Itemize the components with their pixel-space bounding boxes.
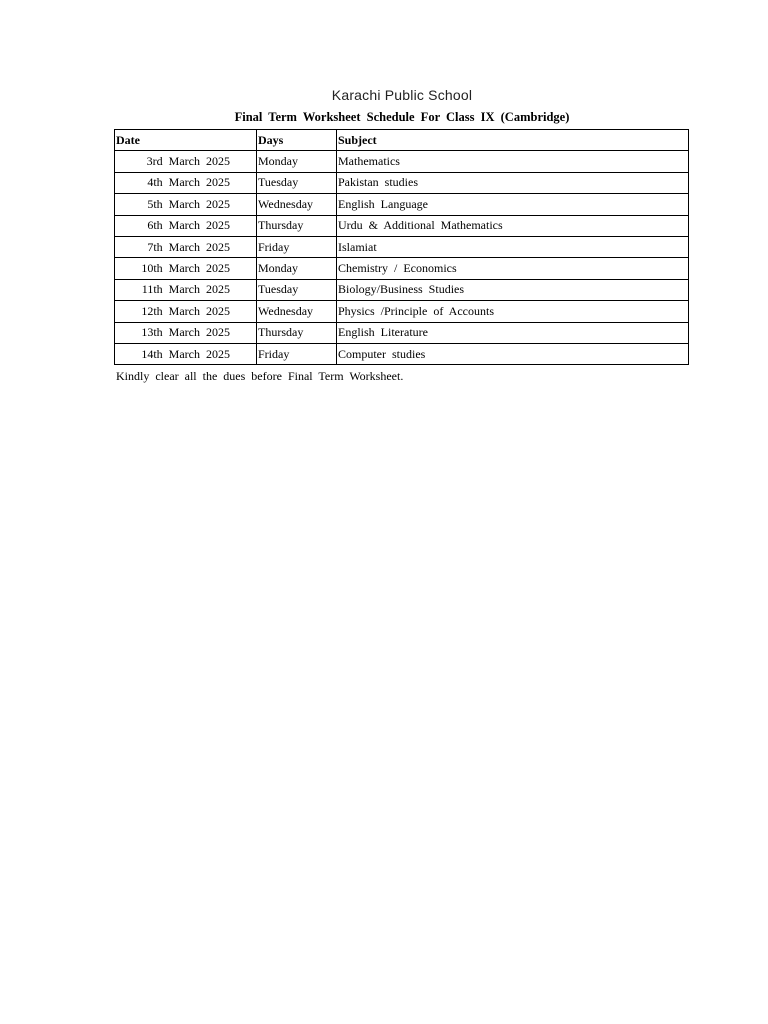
schedule-table [114, 129, 689, 365]
table-row [115, 258, 689, 279]
row-date: 5th March 2025 [115, 194, 257, 215]
row-day: Friday [257, 236, 337, 257]
row-date: 14th March 2025 [115, 343, 257, 364]
table-header-row [115, 130, 689, 151]
row-day: Tuesday [257, 279, 337, 300]
schedule-title: Final Term Worksheet Schedule For Class IX (Cambridge) [234, 110, 570, 124]
row-day: Wednesday [257, 194, 337, 215]
row-date: 10th March 2025 [115, 258, 257, 279]
row-subject: English Language [337, 194, 689, 215]
table-row [115, 194, 689, 215]
row-day: Monday [257, 151, 337, 172]
row-subject: Biology/Business Studies [337, 279, 689, 300]
header-subject: Subject [337, 130, 689, 151]
row-date: 3rd March 2025 [115, 151, 257, 172]
row-date: 12th March 2025 [115, 301, 257, 322]
row-subject: Physics /Principle of Accounts [337, 301, 689, 322]
table-row [115, 343, 689, 364]
table-row [115, 301, 689, 322]
row-subject: Islamiat [337, 236, 689, 257]
table-row [115, 279, 689, 300]
dues-note: Kindly clear all the dues before Final Term Worksheet. [116, 369, 404, 383]
header-days: Days [257, 130, 337, 151]
table-row [115, 172, 689, 193]
row-date: 4th March 2025 [115, 172, 257, 193]
row-date: 7th March 2025 [115, 236, 257, 257]
table-row [115, 215, 689, 236]
row-subject: English Literature [337, 322, 689, 343]
header-date: Date [115, 130, 257, 151]
row-day: Tuesday [257, 172, 337, 193]
row-day: Friday [257, 343, 337, 364]
row-subject: Chemistry / Economics [337, 258, 689, 279]
table-row [115, 322, 689, 343]
row-subject: Computer studies [337, 343, 689, 364]
row-subject: Urdu & Additional Mathematics [337, 215, 689, 236]
row-date: 6th March 2025 [115, 215, 257, 236]
school-name: Karachi Public School [331, 87, 473, 103]
row-day: Monday [257, 258, 337, 279]
row-date: 13th March 2025 [115, 322, 257, 343]
row-subject: Pakistan studies [337, 172, 689, 193]
row-day: Thursday [257, 322, 337, 343]
row-date: 11th March 2025 [115, 279, 257, 300]
table-row [115, 236, 689, 257]
table-row [115, 151, 689, 172]
row-day: Thursday [257, 215, 337, 236]
row-subject: Mathematics [337, 151, 689, 172]
row-day: Wednesday [257, 301, 337, 322]
